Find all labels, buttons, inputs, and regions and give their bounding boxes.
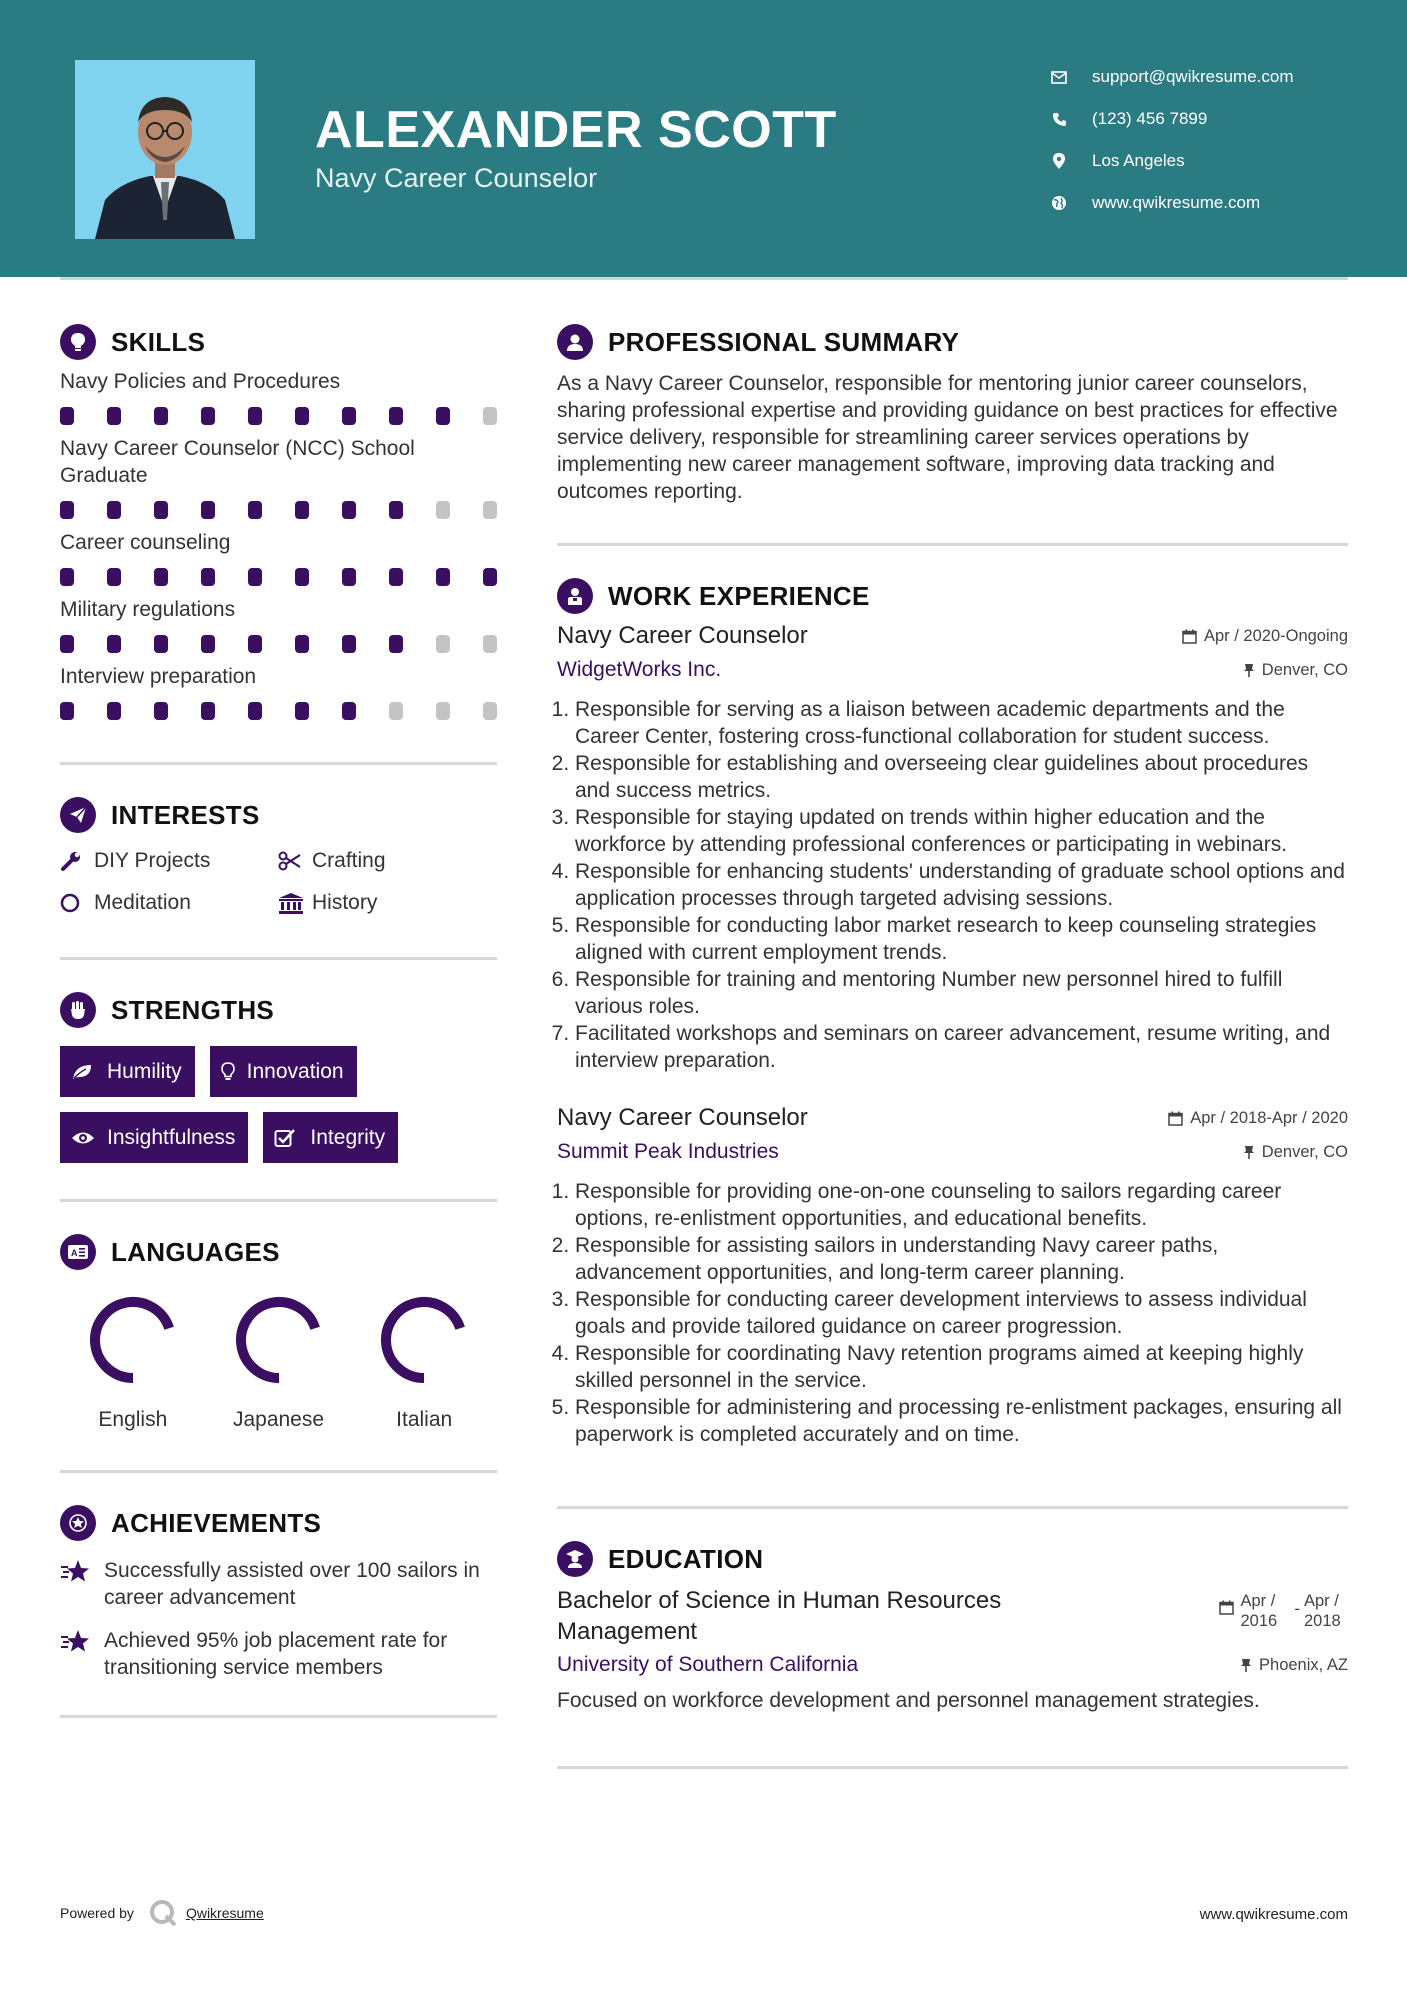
achievements-list <box>60 1557 497 1681</box>
responsibility-item: 2. Responsible for assisting sailors in understanding Navy career paths, advancement opportunities, and long-term career planning. <box>575 1232 1348 1286</box>
pin-icon <box>1243 663 1255 678</box>
rating-dot-filled <box>60 635 74 653</box>
experience-title: WORK EXPERIENCE <box>608 580 870 611</box>
calendar-icon <box>1182 629 1197 644</box>
responsibility-item: 4. Responsible for coordinating Navy retention programs aimed at keeping highly skilled personnel in the service. <box>575 1340 1348 1394</box>
section-divider <box>557 543 1348 546</box>
achievements-title: ACHIEVEMENTS <box>111 1507 322 1538</box>
contact-phone[interactable] <box>1048 98 1294 140</box>
interests-title: INTERESTS <box>111 799 260 830</box>
rating-dot-filled <box>107 568 121 586</box>
company-name: Summit Peak Industries <box>557 1140 779 1163</box>
language-level-ring <box>85 1292 181 1388</box>
rating-dot-empty <box>436 702 450 720</box>
language-name: Italian <box>396 1408 453 1431</box>
footer-powered <box>60 1898 264 1928</box>
profile-photo <box>75 60 255 239</box>
summary-title: PROFESSIONAL SUMMARY <box>608 326 960 357</box>
company-name: WidgetWorks Inc. <box>557 658 722 681</box>
education-date-start: Apr / 2016 <box>1240 1592 1278 1630</box>
footer-website[interactable]: www.qwikresume.com <box>1199 1906 1348 1923</box>
job-entry <box>557 1104 1348 1448</box>
responsibility-item: 7. Facilitated workshops and seminars on career advancement, resume writing, and interview preparation. <box>575 1020 1348 1074</box>
responsibility-item: 4. Responsible for enhancing students' understanding of graduate school options and application processes through targeted advising sessions. <box>575 858 1348 912</box>
skill-name: Military regulations <box>60 598 236 621</box>
strength-chip: Innovation <box>210 1046 357 1097</box>
language-item <box>60 1292 206 1432</box>
responsibility-item: 1. Responsible for serving as a liaison between academic departments and the Career Center, fostering cross-functional collaboration for student success. <box>575 696 1348 750</box>
rating-dot-filled <box>389 568 403 586</box>
rating-dot-filled <box>342 501 356 519</box>
education-dates <box>1219 1591 1349 1647</box>
rating-dot-filled <box>201 635 215 653</box>
skill-rating <box>60 568 497 586</box>
rating-dot-filled <box>60 568 74 586</box>
strength-chip: Insightfulness <box>60 1112 248 1163</box>
rating-dot-filled <box>60 702 74 720</box>
rating-dot-filled <box>295 702 309 720</box>
resume-header <box>0 0 1407 277</box>
responsibility-item: 6. Responsible for training and mentoring Number new personnel hired to fulfill various roles. <box>575 966 1348 1020</box>
job-dates: Apr / 2020-Ongoing <box>1182 622 1348 650</box>
envelope-icon <box>1048 68 1070 86</box>
rating-dot-filled <box>295 407 309 425</box>
strengths-section <box>60 988 497 1163</box>
skill-rating <box>60 702 497 720</box>
skill-rating <box>60 635 497 653</box>
paper-plane-icon <box>60 797 96 833</box>
responsibility-item: 1. Responsible for providing one-on-one counseling to sailors regarding career options, re-enlistment opportunities, and educational benefits. <box>575 1178 1348 1232</box>
rating-dot-filled <box>60 407 74 425</box>
rating-dot-empty <box>436 635 450 653</box>
education-date-end: Apr / 2018 <box>1304 1592 1341 1630</box>
interest-item: Meditation <box>60 891 278 915</box>
rating-dot-filled <box>389 635 403 653</box>
rating-dot-empty <box>483 501 497 519</box>
interest-item: History <box>278 891 496 915</box>
school-name: University of Southern California <box>557 1653 859 1676</box>
language-name: Japanese <box>232 1408 325 1431</box>
rating-dot-filled <box>389 407 403 425</box>
contact-website[interactable] <box>1048 182 1294 224</box>
rating-dot-filled <box>248 568 262 586</box>
rating-dot-filled <box>154 568 168 586</box>
qwikresume-link[interactable]: Qwikresume <box>185 1905 264 1921</box>
skill-name: Career counseling <box>60 531 231 554</box>
section-divider <box>60 1715 497 1718</box>
contact-location-text: Los Angeles <box>1092 151 1185 170</box>
strengths-title: STRENGTHS <box>111 994 275 1025</box>
eye-icon <box>71 1130 97 1146</box>
contact-website-text: www.qwikresume.com <box>1092 193 1261 212</box>
responsibility-list <box>557 1178 1348 1448</box>
section-divider <box>557 1766 1348 1769</box>
rating-dot-filled <box>107 635 121 653</box>
contact-email-text: support@qwikresume.com <box>1092 67 1294 86</box>
skills-section <box>60 320 497 720</box>
achievement-item: Achieved 95% job placement rate for transitioning service members <box>60 1627 497 1681</box>
interests-list <box>60 849 497 915</box>
strengths-list <box>60 1046 497 1163</box>
section-divider <box>60 1199 497 1202</box>
candidate-role: Navy Career Counselor <box>315 163 598 193</box>
rating-dot-filled <box>107 501 121 519</box>
rating-dot-empty <box>483 702 497 720</box>
skill-rating <box>60 407 497 425</box>
rating-dot-filled <box>154 702 168 720</box>
rating-dot-filled <box>201 568 215 586</box>
education-title: EDUCATION <box>608 1543 764 1574</box>
education-description: Focused on workforce development and personnel management strategies. <box>557 1689 1260 1712</box>
languages-section <box>60 1230 497 1432</box>
summary-section <box>557 320 1348 505</box>
contact-email[interactable] <box>1048 56 1294 98</box>
calendar-icon <box>1219 1600 1234 1615</box>
section-divider <box>60 1470 497 1473</box>
language-level-arc <box>386 1302 460 1378</box>
svg-text:A: A <box>71 1248 78 1258</box>
rating-dot-filled <box>295 568 309 586</box>
skills-list <box>60 368 497 720</box>
lightbulb-icon <box>60 324 96 360</box>
skill-name: Interview preparation <box>60 665 257 688</box>
job-title: Navy Career Counselor <box>557 1104 808 1131</box>
rating-dot-empty <box>436 501 450 519</box>
job-location: Denver, CO <box>1243 1143 1348 1162</box>
rating-dot-filled <box>248 501 262 519</box>
contact-location <box>1048 140 1294 182</box>
leaf-icon <box>71 1063 97 1081</box>
left-column <box>60 320 497 1718</box>
briefcase-user-icon <box>557 578 593 614</box>
calendar-icon <box>1168 1111 1183 1126</box>
rating-dot-filled <box>483 568 497 586</box>
graduate-icon <box>557 1541 593 1577</box>
summary-text: As a Navy Career Counselor, responsible for mentoring junior career counselors, sharing professional expertise and providing guidance on best practices for effective service delivery, responsible for streamlining career services operations by implementing new career management software, improving data tracking and outcomes reporting. <box>557 372 1338 503</box>
rating-dot-filled <box>60 501 74 519</box>
language-level-ring <box>231 1292 327 1388</box>
rating-dot-filled <box>342 635 356 653</box>
section-divider <box>60 957 497 960</box>
job-location: Denver, CO <box>1243 661 1348 680</box>
experience-section <box>557 574 1348 1448</box>
right-column <box>557 320 1348 1769</box>
rating-dot-filled <box>201 407 215 425</box>
rating-dot-filled <box>154 501 168 519</box>
job-entry <box>557 622 1348 1074</box>
responsibility-item: 3. Responsible for conducting career development interviews to assess individual goals and provide tailored guidance on career progression. <box>575 1286 1348 1340</box>
interest-item: DIY Projects <box>60 849 278 873</box>
responsibility-item: 5. Responsible for conducting labor market research to keep counseling strategies aligned with current employment trends. <box>575 912 1348 966</box>
language-level-arc <box>241 1302 315 1378</box>
contact-phone-text: (123) 456 7899 <box>1092 109 1208 128</box>
degree-title: Bachelor of Science in Human Resources Management <box>557 1587 1002 1645</box>
job-dates: Apr / 2018-Apr / 2020 <box>1168 1104 1348 1132</box>
contact-list <box>1048 56 1294 224</box>
rating-dot-filled <box>201 501 215 519</box>
bank-icon <box>278 891 304 915</box>
candidate-name: ALEXANDER SCOTT <box>315 101 837 159</box>
check-square-icon <box>274 1128 300 1148</box>
header-divider <box>60 277 1348 280</box>
user-icon <box>557 324 593 360</box>
rating-dot-filled <box>248 635 262 653</box>
star-badge-icon <box>60 1505 96 1541</box>
job-title: Navy Career Counselor <box>557 622 808 649</box>
education-section <box>557 1537 1348 1714</box>
circle-icon <box>60 891 86 915</box>
responsibility-list <box>557 696 1348 1074</box>
language-level-ring <box>376 1292 472 1388</box>
strength-chip: Integrity <box>263 1112 398 1163</box>
rating-dot-filled <box>295 635 309 653</box>
language-item <box>351 1292 497 1432</box>
rating-dot-filled <box>248 407 262 425</box>
phone-icon <box>1048 110 1070 128</box>
interest-item: Crafting <box>278 849 496 873</box>
education-location: Phoenix, AZ <box>1240 1656 1348 1675</box>
language-icon <box>60 1234 96 1270</box>
rating-dot-filled <box>107 407 121 425</box>
qwikresume-logo-icon <box>148 1898 178 1928</box>
pin-icon <box>1240 1658 1252 1673</box>
rating-dot-filled <box>389 501 403 519</box>
star-icon <box>60 1627 92 1681</box>
rating-dot-empty <box>483 635 497 653</box>
rating-dot-filled <box>295 501 309 519</box>
rating-dot-filled <box>154 407 168 425</box>
globe-icon <box>1048 194 1070 212</box>
responsibility-item: 5. Responsible for administering and processing re-enlistment packages, ensuring all paperwork is completed accurately and on time. <box>575 1394 1348 1448</box>
languages-title: LANGUAGES <box>111 1236 280 1267</box>
scissors-icon <box>278 849 304 873</box>
strength-chip: Humility <box>60 1046 195 1097</box>
star-icon <box>60 1557 92 1611</box>
language-level-arc <box>95 1302 169 1378</box>
powered-by-label: Powered by <box>60 1905 134 1921</box>
language-name: English <box>98 1408 168 1431</box>
rating-dot-empty <box>483 407 497 425</box>
rating-dot-filled <box>342 407 356 425</box>
achievement-item: Successfully assisted over 100 sailors in career advancement <box>60 1557 497 1611</box>
skill-name: Navy Career Counselor (NCC) School Graduate <box>60 437 415 487</box>
rating-dot-filled <box>154 635 168 653</box>
fist-icon <box>60 992 96 1028</box>
skills-title: SKILLS <box>111 326 206 357</box>
languages-list <box>60 1292 497 1432</box>
language-item <box>206 1292 352 1432</box>
job-list <box>557 622 1348 1448</box>
responsibility-item: 2. Responsible for establishing and overseeing clear guidelines about procedures and success metrics. <box>575 750 1348 804</box>
responsibility-item: 3. Responsible for staying updated on trends within higher education and the workforce by attending professional conferences or participating in webinars. <box>575 804 1348 858</box>
pin-icon <box>1243 1145 1255 1160</box>
interests-section <box>60 793 497 915</box>
wrench-icon <box>60 849 86 873</box>
rating-dot-filled <box>436 407 450 425</box>
lightbulb-icon <box>221 1062 237 1082</box>
rating-dot-filled <box>107 702 121 720</box>
rating-dot-filled <box>342 702 356 720</box>
education-date-sep: - <box>1294 1600 1300 1618</box>
section-divider <box>557 1506 1348 1509</box>
section-divider <box>60 762 497 765</box>
rating-dot-filled <box>201 702 215 720</box>
map-pin-icon <box>1048 152 1070 170</box>
rating-dot-filled <box>248 702 262 720</box>
skill-name: Navy Policies and Procedures <box>60 370 341 393</box>
rating-dot-filled <box>342 568 356 586</box>
achievements-section <box>60 1501 497 1681</box>
rating-dot-empty <box>389 702 403 720</box>
rating-dot-filled <box>436 568 450 586</box>
skill-rating <box>60 501 497 519</box>
